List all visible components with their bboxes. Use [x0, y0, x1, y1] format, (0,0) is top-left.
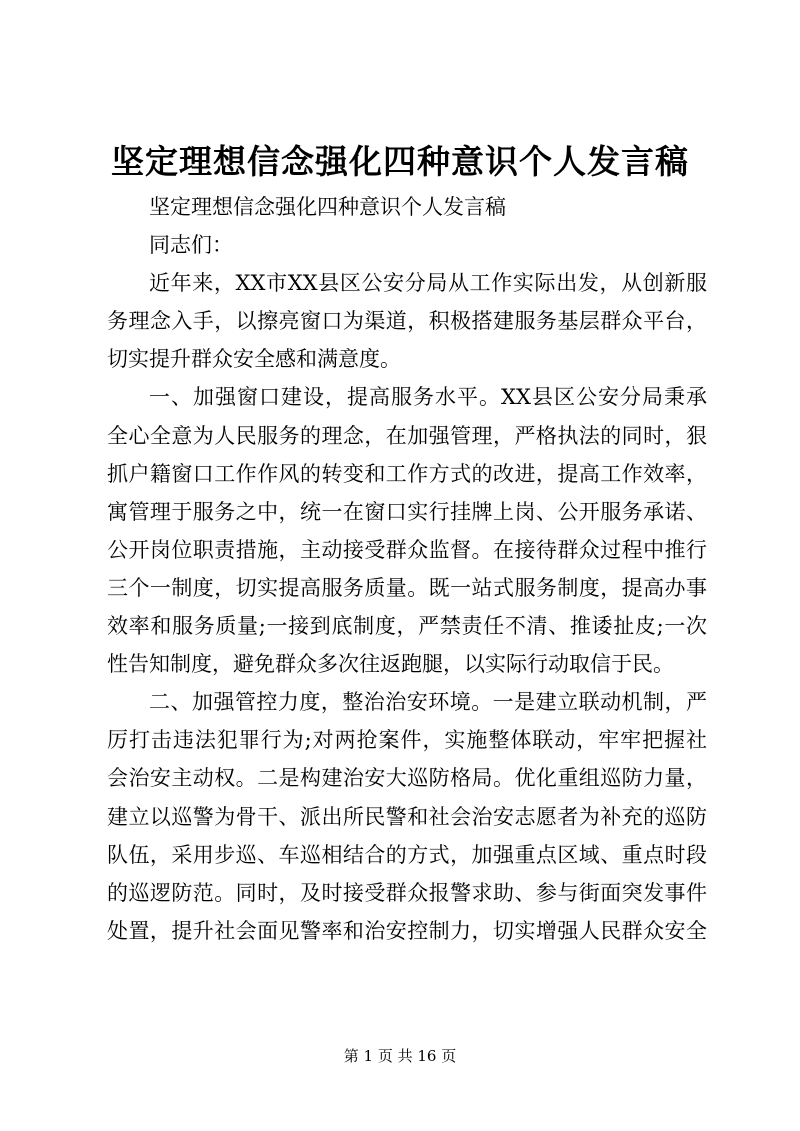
- text-line: 性告知制度，避免群众多次往返跑腿，以实际行动取信于民。: [107, 652, 674, 677]
- text-line: 处置，提升社会面见警率和治安控制力，切实增强人民群众安全: [107, 918, 707, 943]
- document-body: [107, 188, 707, 950]
- text-line: 全心全意为人民服务的理念，在加强管理，严格执法的同时，狠: [107, 423, 707, 448]
- text-line: 的巡逻防范。同时，及时接受群众报警求助、参与街面突发事件: [107, 880, 707, 905]
- text-line: 切实提升群众安全感和满意度。: [107, 347, 401, 372]
- text-line: 会治安主动权。二是构建治安大巡防格局。优化重组巡防力量，: [107, 766, 707, 791]
- text-line: 抓户籍窗口工作作风的转变和工作方式的改进，提高工作效率，: [107, 461, 707, 486]
- text-line: 二、加强管控力度，整治治安环境。一是建立联动机制，严: [149, 690, 707, 715]
- text-line: 效率和服务质量;一接到底制度，严禁责任不清、推诿扯皮;一次: [107, 614, 707, 639]
- text-line: 务理念入手，以擦亮窗口为渠道，积极搭建服务基层群众平台，: [107, 309, 707, 334]
- document-title: 坚定理想信念强化四种意识个人发言稿: [111, 142, 689, 181]
- text-line: 寓管理于服务之中，统一在窗口实行挂牌上岗、公开服务承诺、: [107, 499, 707, 524]
- text-line: 同志们：: [149, 233, 233, 258]
- text-line: 近年来，XX市XX县区公安分局从工作实际出发，从创新服: [149, 271, 707, 296]
- text-line: 公开岗位职责措施，主动接受群众监督。在接待群众过程中推行: [107, 537, 707, 562]
- page-footer: 第 1 页 共 16 页: [343, 1047, 457, 1065]
- text-line: 坚定理想信念强化四种意识个人发言稿: [149, 195, 506, 219]
- text-line: 队伍，采用步巡、车巡相结合的方式，加强重点区域、重点时段: [107, 842, 707, 867]
- text-line: 建立以巡警为骨干、派出所民警和社会治安志愿者为补充的巡防: [107, 804, 707, 829]
- text-line: 厉打击违法犯罪行为;对两抢案件，实施整体联动，牢牢把握社: [107, 728, 707, 753]
- text-line: 三个一制度，切实提高服务质量。既一站式服务制度，提高办事: [107, 575, 707, 600]
- text-line: 一、加强窗口建设，提高服务水平。XX县区公安分局秉承: [149, 385, 707, 410]
